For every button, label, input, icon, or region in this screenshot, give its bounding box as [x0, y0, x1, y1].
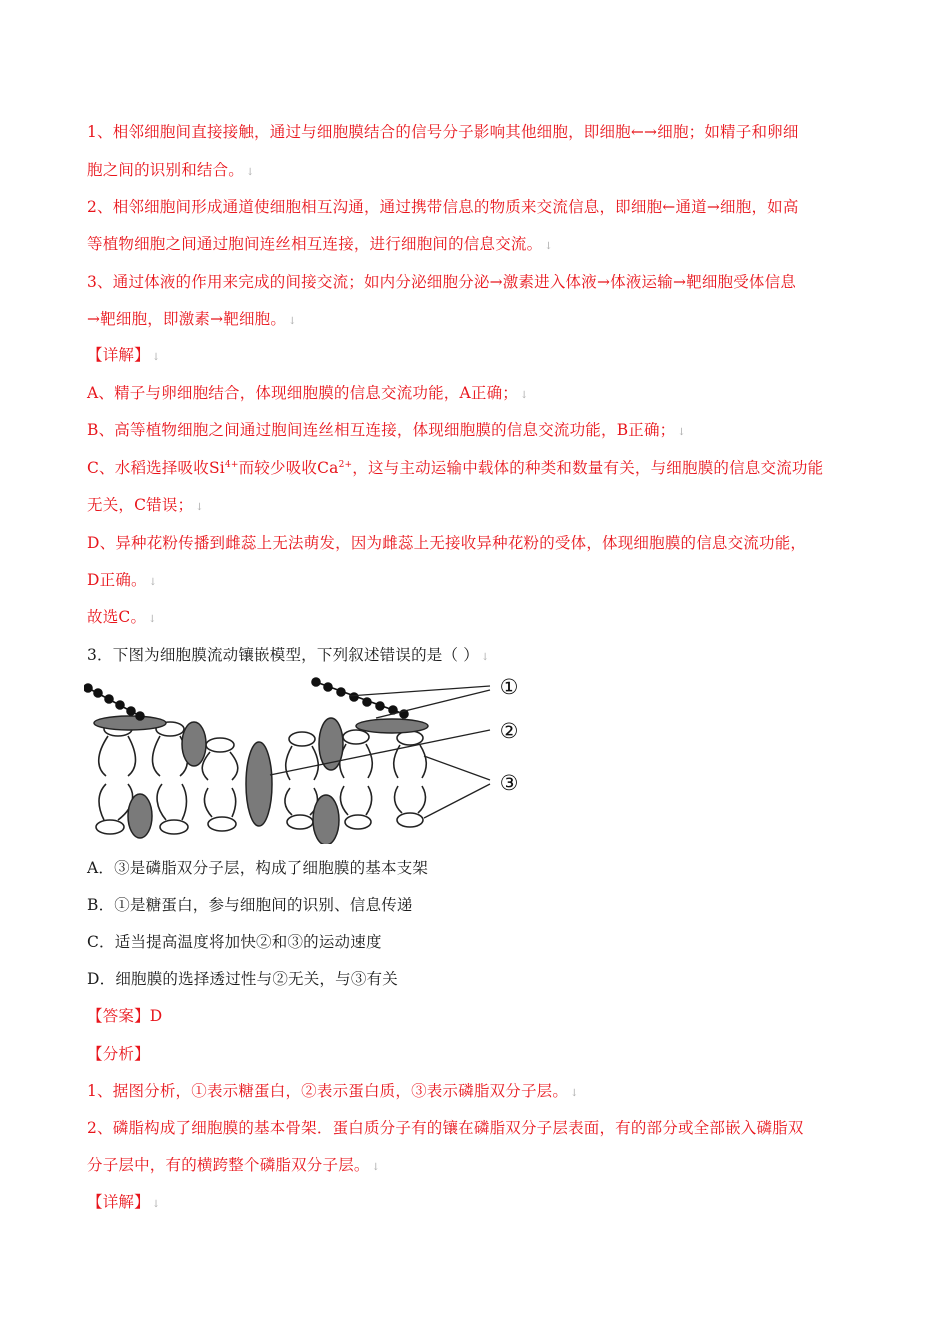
text-line: 3、通过体液的作用来完成的间接交流；如内分泌细胞分泌→激素进入体液→体液运输→靶细胞受体信息: [87, 273, 797, 291]
option-d: D．细胞膜的选择透过性与②无关，与③有关: [87, 970, 398, 988]
text-line: 分子层中，有的横跨整个磷脂双分子层。 ↓: [87, 1156, 381, 1174]
text-line: D、异种花粉传播到雌蕊上无法萌发，因为雌蕊上无接收异种花粉的受体，体现细胞膜的信息交流功能，: [87, 534, 807, 552]
question-stem: 3．下图为细胞膜流动镶嵌模型，下列叙述错误的是（ ） ↓: [87, 646, 490, 664]
section-heading-detail: 【详解】 ↓: [87, 346, 161, 364]
diagram-label-2: ②: [499, 719, 519, 743]
paragraph-mark: ↓: [520, 390, 529, 401]
paragraph-mark: ↓: [246, 167, 255, 178]
paragraph-mark: ↓: [151, 1199, 161, 1210]
text-line: 1、据图分析，①表示糖蛋白，②表示蛋白质，③表示磷脂双分子层。 ↓: [87, 1082, 579, 1100]
text-line: 2、相邻细胞间形成通道使细胞相互沟通，通过携带信息的物质来交流信息，即细胞←通道→细胞，如高: [87, 198, 799, 216]
paragraph-mark: ↓: [481, 652, 490, 663]
paragraph-mark: ↓: [570, 1088, 579, 1099]
text-line: 故选C。 ↓: [87, 608, 157, 626]
text-line: D正确。 ↓: [87, 571, 158, 589]
paragraph-mark: ↓: [544, 241, 553, 252]
option-b: B．①是糖蛋白，参与细胞间的识别、信息传递: [87, 896, 413, 914]
answer-line: 【答案】D: [87, 1007, 163, 1025]
diagram-label-3: ③: [499, 771, 519, 795]
paragraph-mark: ↓: [677, 427, 686, 438]
paragraph-mark: ↓: [151, 352, 161, 363]
text-line: 无关，C错误； ↓: [87, 496, 204, 514]
paragraph-mark: ↓: [195, 502, 204, 513]
text-line: B、高等植物细胞之间通过胞间连丝相互连接，体现细胞膜的信息交流功能，B正确； ↓: [87, 421, 686, 439]
cell-membrane-diagram: [84, 672, 534, 844]
section-heading-detail: 【详解】 ↓: [87, 1193, 161, 1211]
text-line: 1、相邻细胞间直接接触，通过与细胞膜结合的信号分子影响其他细胞，即细胞←→细胞；如精子和卵细: [87, 123, 799, 141]
section-heading-analysis: 【分析】: [87, 1045, 150, 1063]
paragraph-mark: ↓: [148, 614, 157, 625]
paragraph-mark: ↓: [288, 316, 297, 327]
paragraph-mark: ↓: [148, 577, 158, 588]
text-line: 等植物细胞之间通过胞间连丝相互连接，进行细胞间的信息交流。 ↓: [87, 235, 553, 253]
text-line: 2、磷脂构成了细胞膜的基本骨架．蛋白质分子有的镶在磷脂双分子层表面，有的部分或全部嵌入磷脂双: [87, 1119, 804, 1137]
text-line: C、水稻选择吸收$Si^{4+}$而较少吸收$Ca^{2+}$，这与主动运输中载体的种类和数量有关，与细胞膜的信息交流功能: [87, 459, 824, 477]
option-c: C．适当提高温度将加快②和③的运动速度: [87, 933, 382, 951]
text-line: A、精子与卵细胞结合，体现细胞膜的信息交流功能，A正确； ↓: [87, 384, 529, 402]
text-line: →靶细胞，即激素→靶细胞。 ↓: [87, 310, 297, 328]
paragraph-mark: ↓: [371, 1162, 381, 1173]
option-a: A．③是磷脂双分子层，构成了细胞膜的基本支架: [87, 859, 429, 877]
text-line: 胞之间的识别和结合。 ↓: [87, 161, 255, 179]
diagram-label-1: ①: [499, 675, 519, 699]
